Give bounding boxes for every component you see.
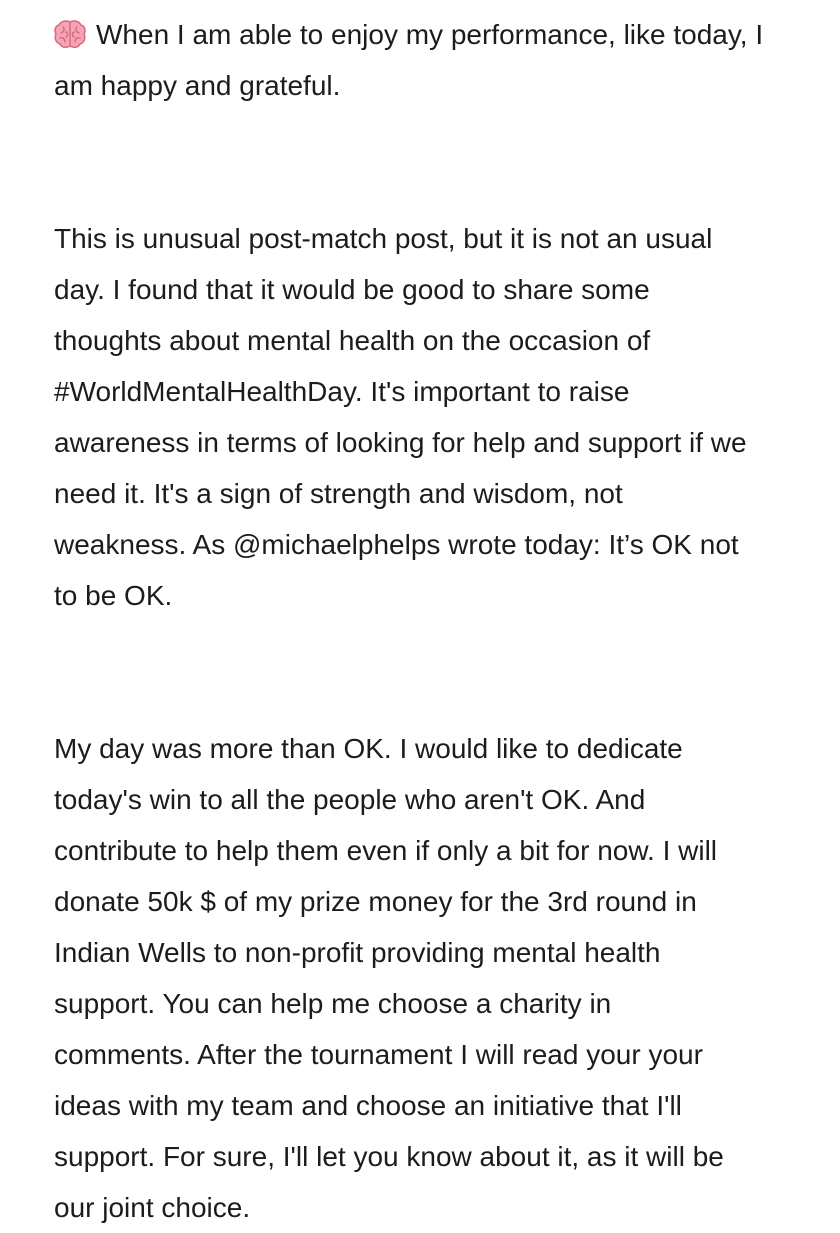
text-line: awareness in terms of looking for help and support if we (54, 427, 747, 458)
paragraph-awareness (54, 213, 824, 621)
text-line: weakness. As @michaelphelps wrote today: It’s OK not (54, 529, 739, 560)
text-line: #WorldMentalHealthDay. It's important to raise (54, 376, 630, 407)
text-line (54, 9, 824, 60)
paragraph-intro (54, 9, 824, 111)
text-line-content: When I am able to enjoy my performance, like today, I (96, 19, 764, 50)
paragraph-spacer (54, 111, 824, 213)
text-line: today's win to all the people who aren't OK. And (54, 784, 646, 815)
text-line: need it. It's a sign of strength and wisdom, not (54, 478, 623, 509)
post-text (54, 9, 824, 1233)
text-line: My day was more than OK. I would like to dedicate (54, 733, 683, 764)
text-line: contribute to help them even if only a bit for now. I will (54, 835, 718, 866)
paragraph-spacer (54, 621, 824, 723)
text-line: This is unusual post-match post, but it is not an usual (54, 223, 713, 254)
text-line: our joint choice. (54, 1192, 251, 1223)
text-line: to be OK. (54, 580, 173, 611)
text-line: support. For sure, I'll let you know about it, as it will be (54, 1141, 724, 1172)
paragraph-donation (54, 723, 824, 1233)
text-line: ideas with my team and choose an initiative that I'll (54, 1090, 682, 1121)
text-line: day. I found that it would be good to share some (54, 274, 650, 305)
text-line: support. You can help me choose a charity in (54, 988, 612, 1019)
text-line: donate 50k $ of my prize money for the 3rd round in (54, 886, 697, 917)
text-line: am happy and grateful. (54, 70, 341, 101)
brain-icon (54, 19, 86, 49)
text-line: thoughts about mental health on the occasion of (54, 325, 651, 356)
text-line: Indian Wells to non-profit providing mental health (54, 937, 661, 968)
text-line: comments. After the tournament I will read your your (54, 1039, 703, 1070)
